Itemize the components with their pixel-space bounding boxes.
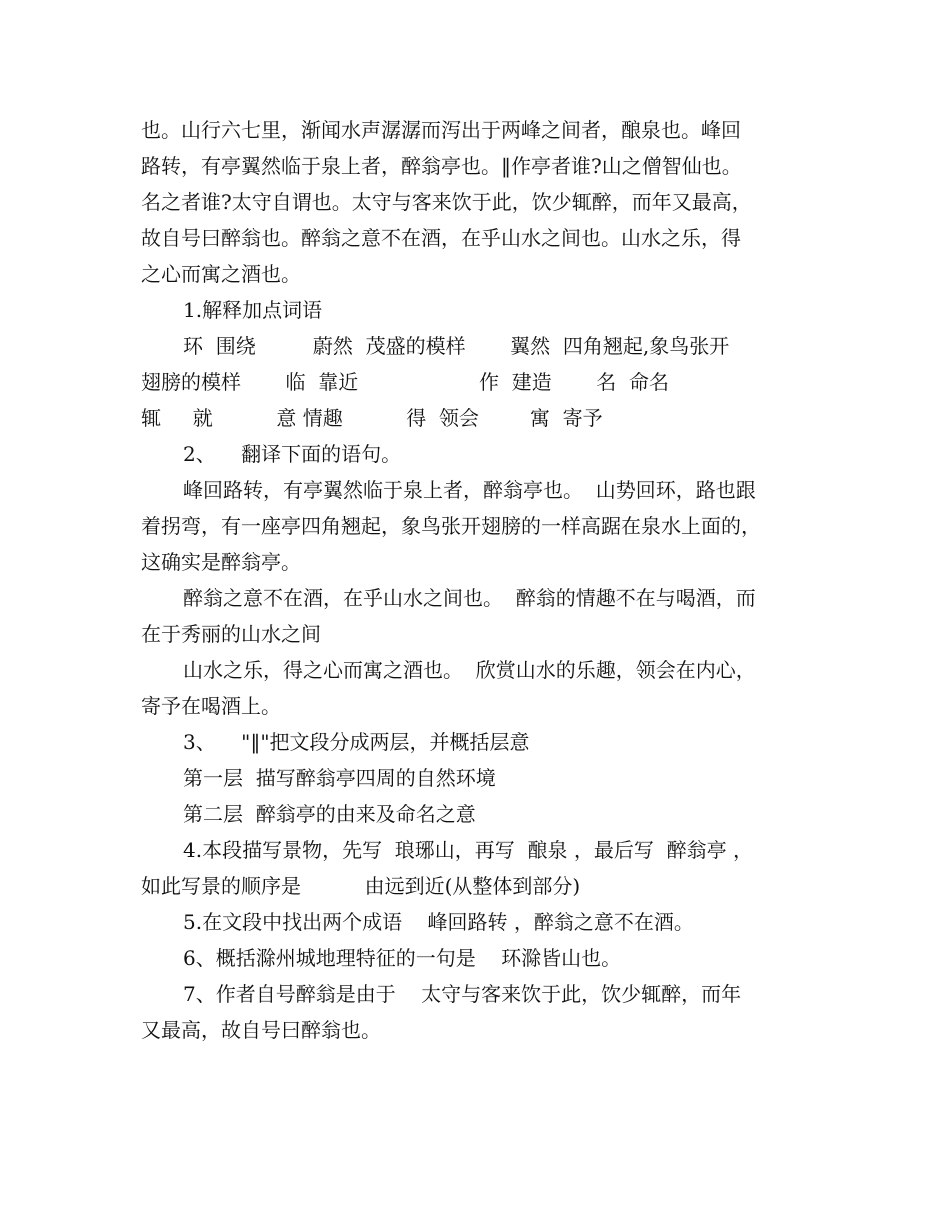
paragraph-line: 之心而寓之酒也。 <box>141 262 301 286</box>
answer-line: 山水之乐，得之心而寓之酒也。 欣赏山水的乐趣，领会在内心， <box>183 658 756 682</box>
question-heading: 2、 翻译下面的语句。 <box>183 442 402 466</box>
answer-line: 如此写景的顺序是 由远到近(从整体到部分) <box>141 874 581 898</box>
answer-line: 这确实是醉翁亭。 <box>141 550 301 574</box>
answer-line: 寄予在喝酒上。 <box>141 694 281 718</box>
answer-line: 峰回路转，有亭翼然临于泉上者，醉翁亭也。 山势回环，路也跟 <box>183 478 756 502</box>
paragraph-line: 名之者谁?太守自谓也。太守与客来饮于此，饮少辄醉，而年又最高， <box>141 190 752 214</box>
question-heading: 4.本段描写景物，先写 琅琊山，再写 酿泉 ，最后写 醉翁亭 ， <box>183 838 753 862</box>
paragraph-line: 也。山行六七里，渐闻水声潺潺而泻出于两峰之间者，酿泉也。峰回 <box>141 118 741 142</box>
paragraph-line: 路转，有亭翼然临于泉上者，醉翁亭也。‖作亭者谁?山之僧智仙也。 <box>141 154 742 178</box>
answer-line: 翅膀的模样 临 靠近 作 建造 名 命名 <box>141 370 669 394</box>
paragraph-line: 故自号曰醉翁也。醉翁之意不在酒，在乎山水之间也。山水之乐，得 <box>141 226 741 250</box>
question-heading: 7、作者自号醉翁是由于 太守与客来饮于此，饮少辄醉，而年 <box>183 982 742 1006</box>
answer-line: 又最高，故自号曰醉翁也。 <box>141 1018 381 1042</box>
question-heading: 1.解释加点词语 <box>183 298 323 322</box>
answer-line: 环 围绕 蔚然 茂盛的模样 翼然 四角翘起,象鸟张开 <box>183 334 730 358</box>
answer-line: 着拐弯，有一座亭四角翘起，象鸟张开翅膀的一样高踞在泉水上面的， <box>141 514 761 538</box>
answer-line: 第二层 醉翁亭的由来及命名之意 <box>183 802 476 826</box>
question-heading: 5.在文段中找出两个成语 峰回路转 ，醉翁之意不在酒。 <box>183 910 694 934</box>
answer-line: 在于秀丽的山水之间 <box>141 622 321 646</box>
question-heading: 3、 "‖"把文段分成两层，并概括层意 <box>183 730 530 754</box>
answer-line: 醉翁之意不在酒，在乎山水之间也。 醉翁的情趣不在与喝酒，而 <box>183 586 756 610</box>
question-heading: 6、概括滁州城地理特征的一句是 环滁皆山也。 <box>183 946 622 970</box>
answer-line: 第一层 描写醉翁亭四周的自然环境 <box>183 766 496 790</box>
answer-line: 辄 就 意 情趣 得 领会 寓 寄予 <box>141 406 603 430</box>
